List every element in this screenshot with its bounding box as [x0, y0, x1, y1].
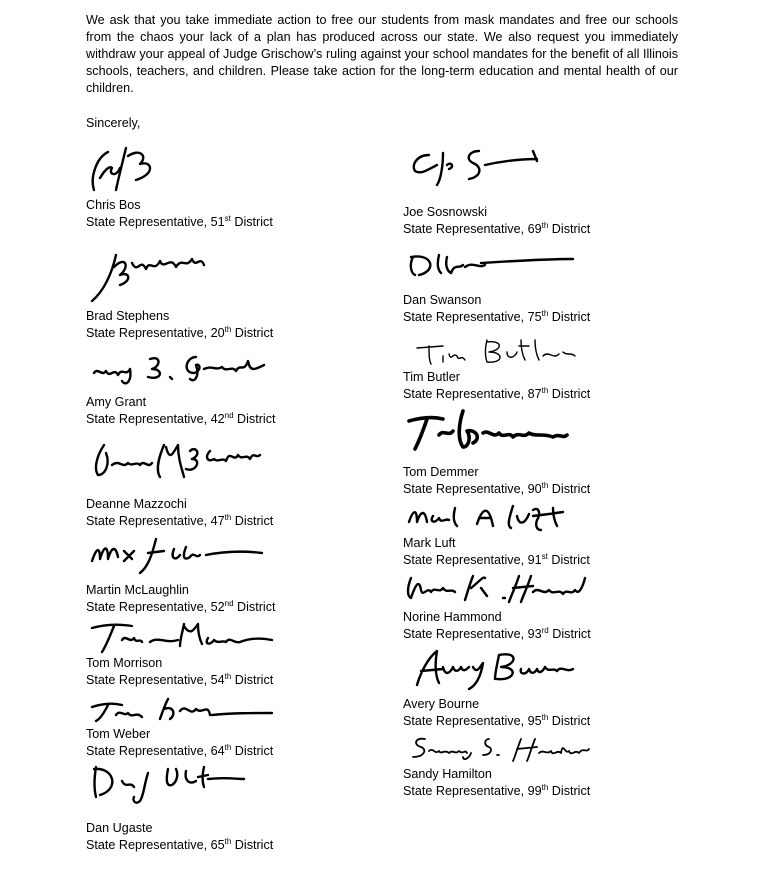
signatory-title: State Representative, 20th District [86, 325, 274, 340]
signatory-name: Tim Butler [403, 370, 460, 384]
signatory-title: State Representative, 54th District [86, 672, 274, 687]
signatory-name: Tom Morrison [86, 656, 163, 670]
signatory-name: Norine Hammond [403, 610, 502, 624]
signatory-name: Avery Bourne [403, 697, 480, 711]
signatory-name: Sandy Hamilton [403, 767, 492, 781]
signatory-name: Deanne Mazzochi [86, 497, 187, 511]
signatory-name: Dan Swanson [403, 293, 482, 307]
signature-brad-stephens [86, 245, 216, 309]
signatory-title: State Representative, 91st District [403, 552, 590, 567]
signatory-name: Amy Grant [86, 395, 147, 409]
signature-tom-demmer [403, 403, 573, 465]
signatory-name: Joe Sosnowski [403, 205, 487, 219]
signature-sandy-hamilton [403, 731, 593, 767]
letter-paragraph: We ask that you take immediate action to free our students from mask mandates and free our schools from the chaos your lack of a plan has produced across our state. We also request you immediately withdraw your appeal of Judge Grischow’s ruling against your school mandates for the benefit of all Illinois schools, teachers, and children. Please take action for the long-term education and mental health of our children. [86, 13, 678, 95]
signature-avery-bourne [403, 645, 583, 697]
signatory-title: State Representative, 64th District [86, 743, 274, 758]
signature-tim-butler [403, 334, 583, 370]
signature-martin-mclaughlin [86, 531, 266, 583]
signature-norine-hammond [403, 568, 593, 610]
signature-amy-grant [86, 347, 276, 395]
signature-dan-ugaste [86, 759, 256, 821]
signature-mark-luft [403, 500, 583, 536]
signature-deanne-mazzochi [86, 429, 266, 497]
signature-dan-swanson [403, 243, 583, 293]
signature-tom-morrison [86, 616, 276, 656]
signatory-title: State Representative, 87th District [403, 386, 591, 401]
signatory-name: Martin McLaughlin [86, 583, 189, 597]
closing-salutation: Sincerely, [86, 116, 141, 130]
signatory-name: Brad Stephens [86, 309, 170, 323]
signatory-name: Chris Bos [86, 198, 141, 212]
signatory-name: Mark Luft [403, 536, 456, 550]
signatory-title: State Representative, 52nd District [86, 599, 276, 614]
signatory-title: State Representative, 47th District [86, 513, 274, 528]
signatory-title: State Representative, 95th District [403, 713, 591, 728]
signatory-title: State Representative, 51st District [86, 214, 273, 229]
signatory-title: State Representative, 69th District [403, 221, 591, 236]
signature-joe-sosnowski [403, 143, 553, 205]
signatory-title: State Representative, 99th District [403, 783, 591, 798]
signature-tom-weber [86, 693, 276, 727]
signatory-name: Tom Demmer [403, 465, 479, 479]
signatory-title: State Representative, 42nd District [86, 411, 276, 426]
signatory-name: Tom Weber [86, 727, 151, 741]
signatory-name: Dan Ugaste [86, 821, 153, 835]
signatory-title: State Representative, 75th District [403, 309, 591, 324]
signatory-title: State Representative, 65th District [86, 837, 274, 852]
signature-chris-bos [86, 138, 196, 198]
signatory-title: State Representative, 93rd District [403, 626, 591, 641]
signatory-title: State Representative, 90th District [403, 481, 591, 496]
